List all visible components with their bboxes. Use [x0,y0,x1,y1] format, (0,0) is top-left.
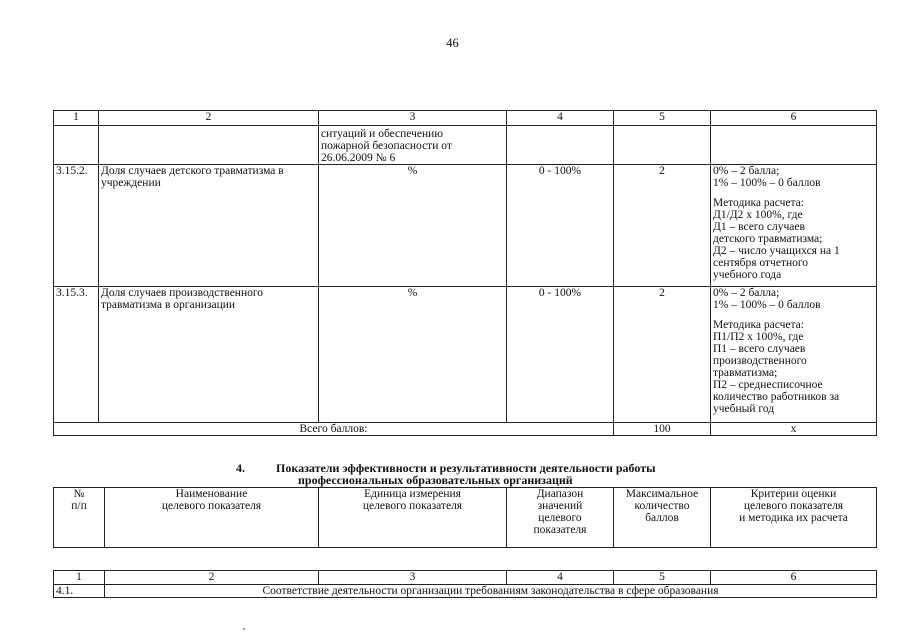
table-cell [54,126,99,165]
indicator-range: 0 - 100% [507,165,614,287]
table-cell [99,126,319,165]
indicator-name: Доля случаев производственного травматизма в организации [99,287,319,423]
table-cell [614,126,711,165]
table-header-row [54,571,877,585]
indicators-table [53,110,877,436]
table-row [54,126,877,165]
row-number: 4.1. [54,585,105,598]
header-cell: 4 [507,111,614,126]
table-row [54,585,877,598]
indicator-name: Доля случаев детского травматизма в учреждении [99,165,319,287]
header-cell: 6 [711,571,877,585]
row-title: Соответствие деятельности организации требованиям законодательства в сфере образования [105,585,877,598]
total-value: 100 [614,423,711,436]
header-cell: 2 [99,111,319,126]
row-number: 3.15.3. [54,287,99,423]
section-title-line2: профессиональных образовательных организаций [298,473,573,487]
header-indicator-name: Наименование целевого показателя [105,488,319,548]
indicator-max-score: 2 [614,287,711,423]
column-headers-table [53,487,877,548]
continuation-text: ситуаций и обеспечению пожарной безопасности от 26.06.2009 № 6 [321,128,452,164]
section-number: 4. [236,461,245,475]
section4-table [53,570,877,598]
indicator-range: 0 - 100% [507,287,614,423]
table-row [54,165,877,287]
total-row [54,423,877,436]
total-mark: х [711,423,877,436]
header-cell: 2 [105,571,319,585]
criteria-scoring: 0% – 2 балла; 1% – 100% – 0 баллов [713,287,821,311]
criteria-method: Методика расчета: Д1/Д2 х 100%, где Д1 – всего случаев детского травматизма; Д2 – число учащихся на 1 сентября отчетного учебного года [713,197,840,281]
table-cell [319,126,507,165]
table-row [54,287,877,423]
header-cell: 3 [319,111,507,126]
header-criteria: Критерии оценки целевого показателя и методика их расчета [711,488,877,548]
section-title-line1: Показатели эффективности и результативности деятельности работы [276,461,656,475]
table-header-row [54,488,877,548]
indicator-criteria [711,287,877,423]
scan-mark [243,628,245,630]
header-cell: 5 [614,571,711,585]
header-cell: 4 [507,571,614,585]
header-max-score: Максимальное количество баллов [614,488,711,548]
page-number: 46 [446,36,459,50]
criteria-method: Методика расчета: П1/П2 х 100%, где П1 – всего случаев производственного травматизма; П2 – среднесписочное количество работников за учебный год [713,319,840,415]
header-cell: 1 [54,571,105,585]
header-unit: Единица измерения целевого показателя [319,488,507,548]
indicator-max-score: 2 [614,165,711,287]
header-cell: 6 [711,111,877,126]
total-label: Всего баллов: [54,423,614,436]
header-number: № п/п [54,488,105,548]
header-cell: 3 [319,571,507,585]
header-range: Диапазон значений целевого показателя [507,488,614,548]
header-cell: 1 [54,111,99,126]
criteria-scoring: 0% – 2 балла; 1% – 100% – 0 баллов [713,165,821,189]
table-cell [711,126,877,165]
header-cell: 5 [614,111,711,126]
indicator-unit: % [319,165,507,287]
table-cell [507,126,614,165]
indicator-criteria [711,165,877,287]
table-header-row [54,111,877,126]
row-number: 3.15.2. [54,165,99,287]
indicator-unit: % [319,287,507,423]
